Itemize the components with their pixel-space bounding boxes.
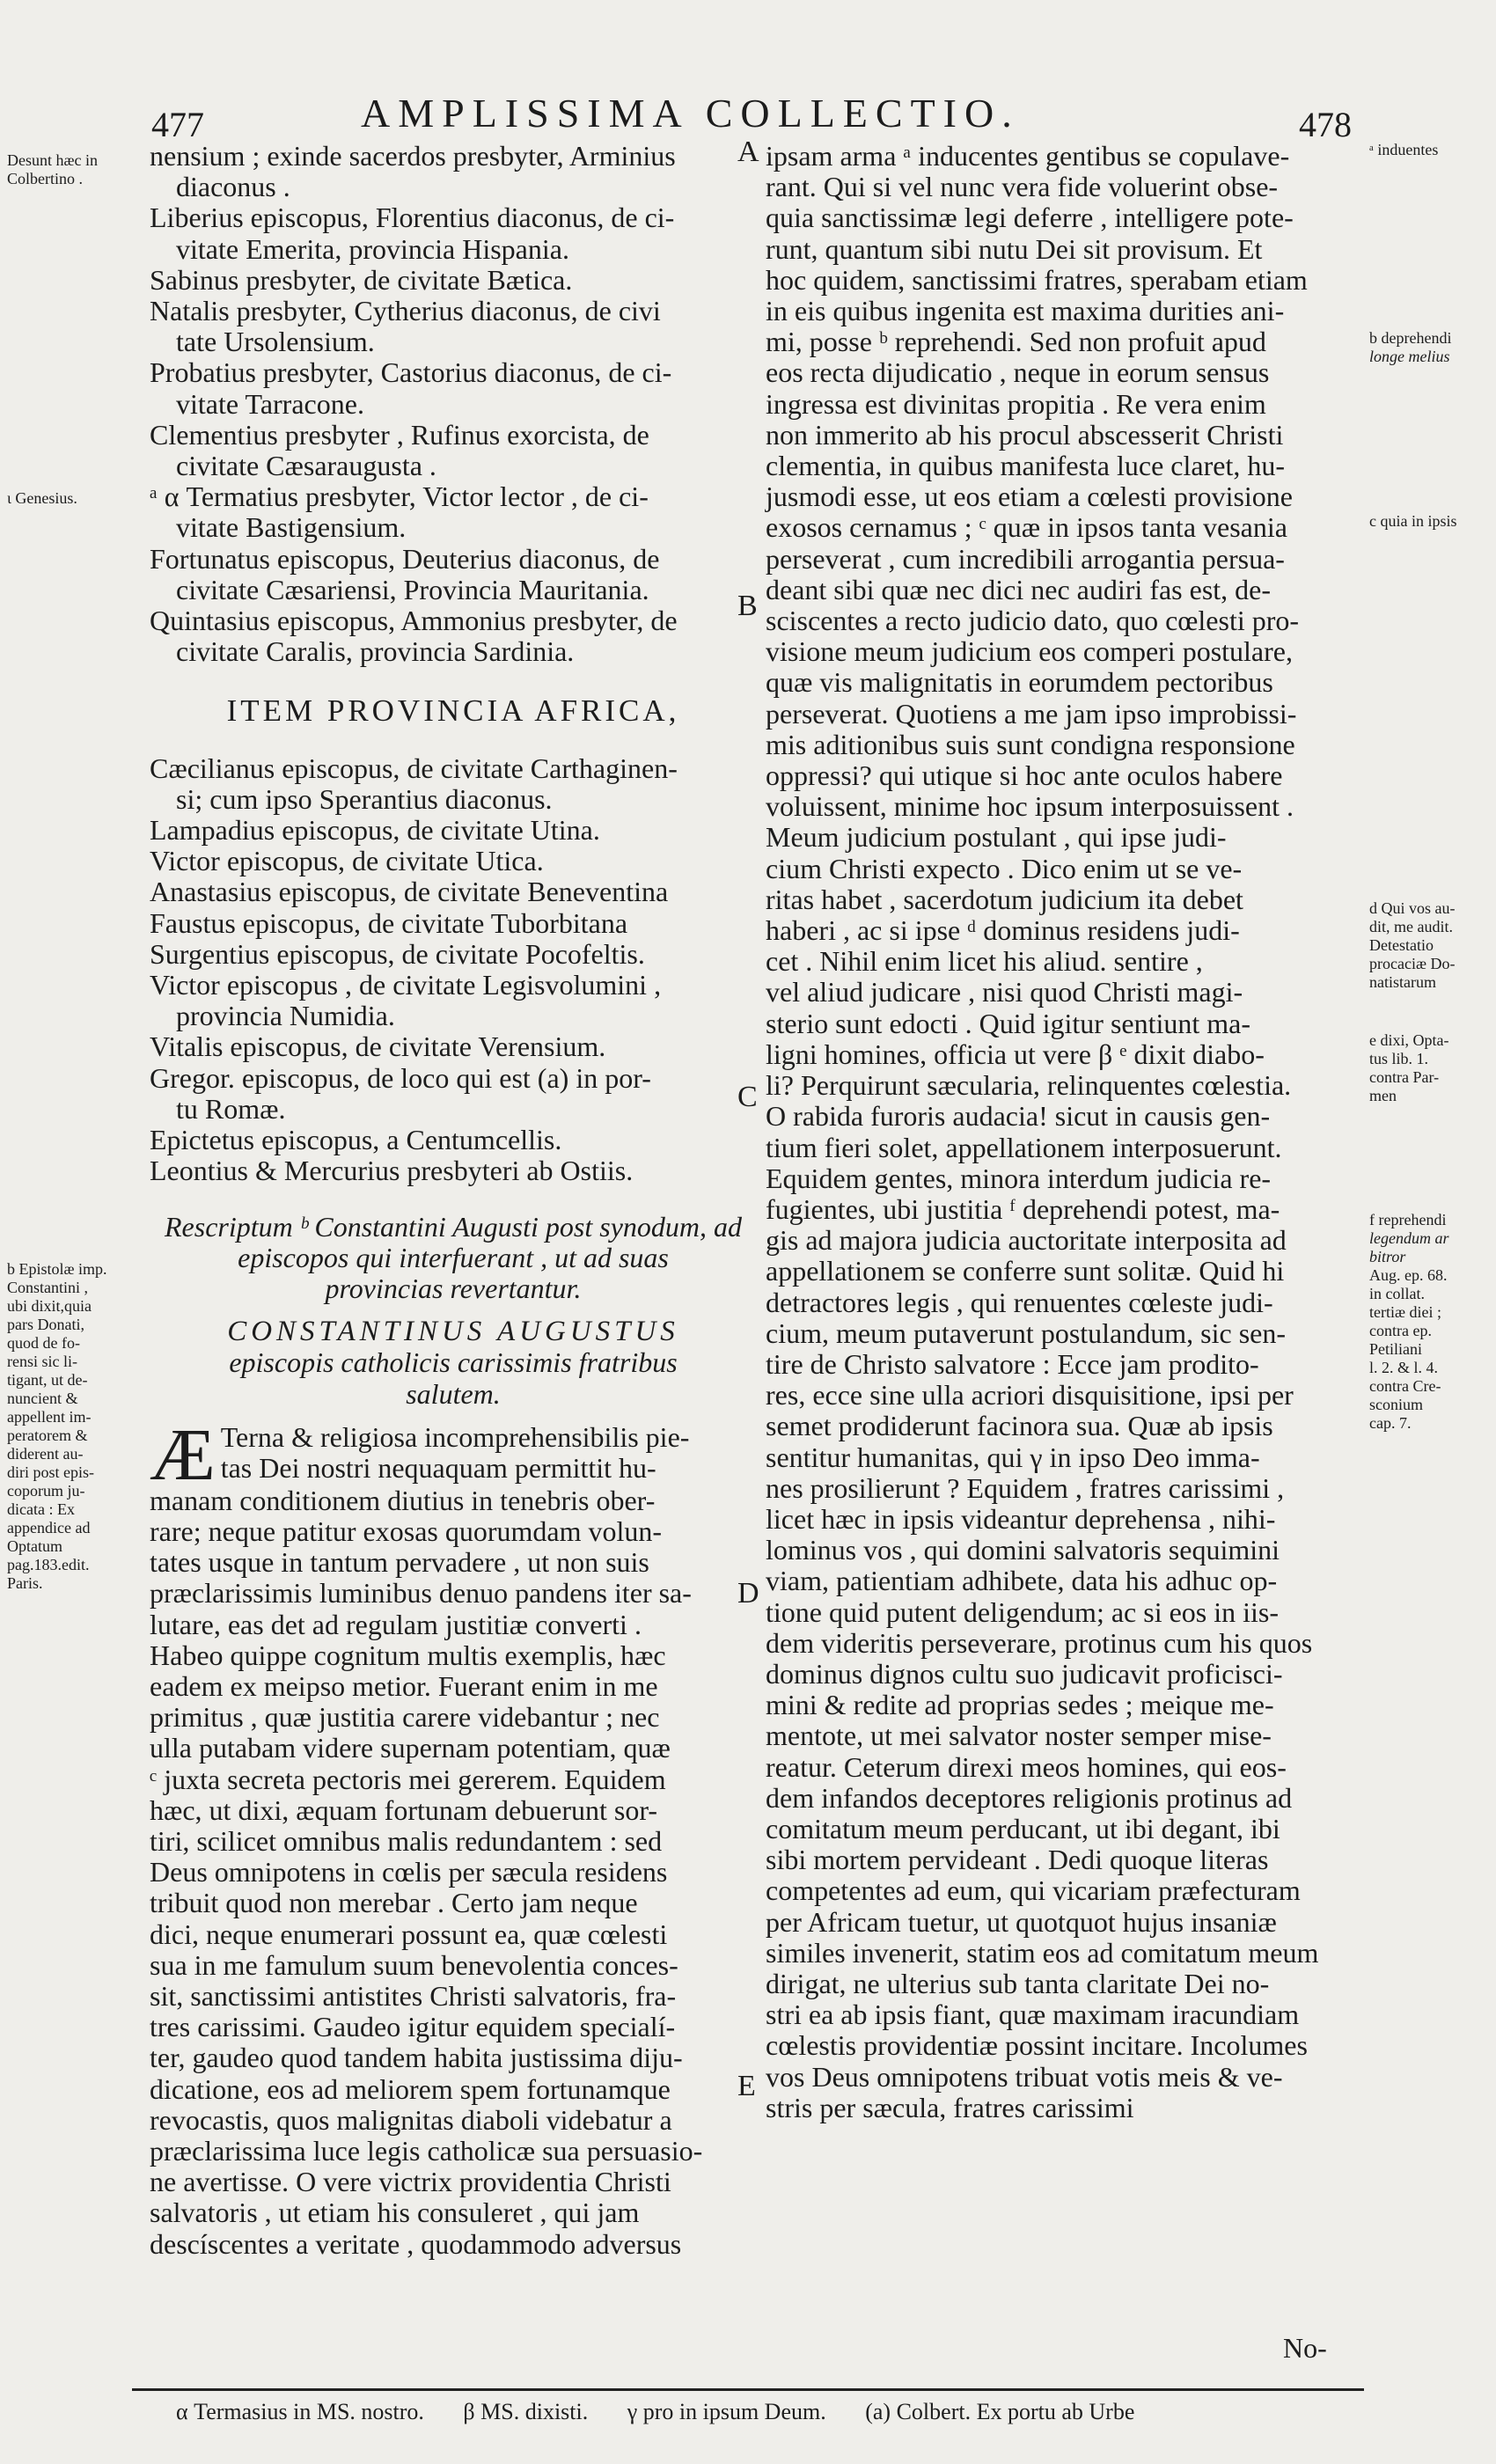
text-line: viam, patientiam adhibete, data his adhuc op-: [766, 1565, 1278, 1597]
text-line: quia sanctissimæ legi deferre , intelligere pote-: [766, 202, 1294, 234]
text-line: revocastis, quos malignitas diaboli videbatur a: [150, 2103, 672, 2136]
margin-note: b deprehendi longe melius: [1369, 329, 1452, 365]
text-line: diaconus .: [176, 171, 290, 203]
text-line: stri ea ab ipsis fiant, quæ maximam iracundiam: [766, 1998, 1300, 2031]
text-line: hoc quidem, sanctissimi fratres, sperabam etiam: [766, 263, 1308, 296]
text-line: sit, sanctissimi antistites Christi salvatoris, fra-: [150, 1979, 677, 2012]
footnotes: [176, 2399, 1168, 2425]
text-line: mentote, ut mei salvator noster semper mise-: [766, 1720, 1272, 1752]
text-line: tione quid putent deligendum; ac si eos in iis-: [766, 1595, 1280, 1628]
text-line: ipsam arma ᵃ inducentes gentibus se copulave-: [766, 140, 1290, 172]
text-line: quæ vis malignitatis in eorumdem pectoribus: [766, 666, 1273, 699]
text-line: perseverat , cum incredibili arrogantia persua-: [766, 542, 1285, 575]
text-line: similes invenerit, statim eos ad comitatum meum: [766, 1936, 1319, 1969]
text-line: tribuit quod non merebar . Certo jam neque: [150, 1887, 638, 1919]
text-line: ter, gaudeo quod tandem habita justissima diju-: [150, 2042, 683, 2074]
footnote: β MS. dixisti.: [463, 2399, 589, 2424]
text-line: eadem ex meipso metior. Fuerant enim in me: [150, 1669, 658, 1702]
text-line: Equidem gentes, minora interdum judicia re-: [766, 1162, 1272, 1194]
text-line: in eis quibus ingenita est maxima durities ani-: [766, 295, 1285, 327]
text-line: Sabinus presbyter, de civitate Bætica.: [150, 263, 573, 296]
text-line: rant. Qui si vel nunc vera fide voluerint obse-: [766, 171, 1279, 203]
margin-note: d Qui vos au- dit, me audit. Detestatio procaciæ Do- natistarum: [1369, 899, 1456, 991]
margin-note: ᵃ induentes: [1369, 141, 1439, 158]
text-line: præclarissimis luminibus denuo pandens iter sa-: [150, 1577, 692, 1610]
text-line: lutare, eas det ad regulam justitiæ converti .: [150, 1608, 642, 1640]
text-line: Faustus episcopus, de civitate Tuborbitana: [150, 906, 628, 939]
left-column: [150, 141, 757, 2260]
text-line: detractores legis , qui renuentes cœleste judi-: [766, 1286, 1273, 1318]
text-line: tire de Christo salvatore : Ecce jam prodito-: [766, 1347, 1259, 1380]
text-line: ingressa est divinitas propitia . Re vera enim: [766, 387, 1266, 420]
text-line: Probatius presbyter, Castorius diaconus, de ci-: [150, 356, 672, 389]
text-line: ᶜ juxta secreta pectoris mei gererem. Equidem: [150, 1763, 666, 1795]
text-line: manam conditionem diutius in tenebris ober-: [150, 1484, 656, 1516]
text-line: vitate Tarracone.: [176, 387, 364, 420]
text-line: oppressi? qui utique si hoc ante oculos habere: [766, 759, 1283, 792]
section-letter-a: A: [737, 136, 759, 168]
text-line: civitate Cæsaraugusta .: [176, 450, 436, 482]
rescript-title: provincias revertantur.: [325, 1272, 582, 1304]
margin-note: Desunt hæc in Colbertino .: [7, 151, 98, 187]
text-line: tate Ursolensium.: [176, 326, 375, 358]
letter-opening: [150, 1413, 757, 1496]
text-line: Habeo quippe cognitum multis exemplis, hæc: [150, 1639, 666, 1671]
text-line: Lampadius episcopus, de civitate Utina.: [150, 814, 600, 847]
text-line: sua in me famulum suum benevolentia conces-: [150, 1948, 678, 1981]
text-line: dominus dignos cultu suo judicavit proficisci-: [766, 1657, 1283, 1690]
text-line: Meum judicium postulant , qui ipse judi-: [766, 821, 1227, 854]
text-line: primitus , quæ justitia carere videbantur ; nec: [150, 1701, 660, 1734]
text-line: jusmodi esse, ut eos etiam a cœlesti provisione: [766, 480, 1293, 513]
section-letter-d: D: [737, 1577, 759, 1610]
text-line: salvatoris , ut etiam his consuleret , qui jam: [150, 2196, 640, 2229]
section-letter-e: E: [737, 2070, 756, 2102]
margin-note: e dixi, Opta- tus lib. 1. contra Par- men: [1369, 1031, 1449, 1104]
text-line: nensium ; exinde sacerdos presbyter, Arminius: [150, 140, 676, 172]
text-line: competentes ad eum, qui vicariam præfecturam: [766, 1874, 1301, 1907]
text-line: dem videritis perseverare, protinus cum his quos: [766, 1626, 1313, 1659]
page-number-left: 477: [151, 105, 204, 144]
text-line: O rabida furoris audacia! sicut in causis gen-: [766, 1100, 1271, 1133]
text-line: mi, posse ᵇ reprehendi. Sed non profuit apud: [766, 326, 1266, 358]
letter-salutation: episcopis catholicis carissimis fratribus: [229, 1346, 678, 1379]
text-line: fugientes, ubi justitia ᶠ deprehendi potest, ma-: [766, 1192, 1280, 1225]
text-line: semet prodiderunt facinora sua. Quæ ab ipsis: [766, 1410, 1273, 1442]
text-line: vitate Bastigensium.: [176, 511, 407, 544]
text-line: dicatione, eos ad meliorem spem fortunamque: [150, 2072, 671, 2105]
text-line: cœlestis providentiæ possint incitare. Incolumes: [766, 2029, 1308, 2062]
text-line: non immerito ab his procul abscesserit Christi: [766, 418, 1284, 451]
text-line: visione meum judicium eos comperi postulare,: [766, 635, 1293, 668]
margin-note: f reprehendi legendum ar bitror Aug. ep. 68. in collat. tertiæ diei ; contra ep. Petiliani l. 2. & l. 4. contra Cre- sconium cap. 7.: [1369, 1211, 1449, 1432]
text-line: nes prosilierunt ? Equidem , fratres carissimi ,: [766, 1471, 1285, 1504]
text-line: sentitur humanitas, qui γ in ipso Deo imma-: [766, 1441, 1260, 1473]
rescript-title: episcopos qui interfuerant , ut ad suas: [238, 1241, 669, 1273]
drop-cap: Æ: [150, 1413, 216, 1496]
text-line: lominus vos , qui domini salvatoris sequimini: [766, 1534, 1280, 1566]
text-line: vitate Emerita, provincia Hispania.: [176, 232, 569, 265]
text-line: tium fieri solet, appellationem interposuerunt.: [766, 1131, 1282, 1163]
text-line: civitate Caralis, provincia Sardinia.: [176, 635, 575, 668]
text-line: descíscentes a veritate , quodammodo adversus: [150, 2227, 682, 2260]
text-line: tiri, scilicet omnibus malis redundantem : sed: [150, 1824, 663, 1857]
text-line: si; cum ipso Sperantius diaconus.: [176, 782, 553, 815]
text-line: clementia, in quibus manifesta luce claret, hu-: [766, 450, 1285, 482]
text-line: Surgentius episcopus, de civitate Pocofeltis.: [150, 937, 645, 970]
text-line: Deus omnipotens in cœlis per sæcula residens: [150, 1856, 668, 1888]
right-column: [766, 141, 1364, 2123]
text-line: tates usque in tantum pervadere , ut non suis: [150, 1546, 649, 1579]
footnote-rule: [132, 2388, 1364, 2391]
text-line: mini & redite ad proprias sedes ; meique me-: [766, 1689, 1274, 1721]
letter-heading: CONSTANTINUS AUGUSTUS: [227, 1316, 679, 1348]
text-line: Quintasius episcopus, Ammonius presbyter, de: [150, 605, 678, 637]
text-line: dici, neque enumerari possunt ea, quæ cœlesti: [150, 1918, 668, 1950]
text-line: comitatum meum perducant, ut ibi degant, ibi: [766, 1812, 1280, 1844]
text-line: Vitalis episcopus, de civitate Verensium.: [150, 1030, 606, 1063]
text-line: reatur. Ceterum direxi meos homines, qui eos-: [766, 1750, 1287, 1783]
text-line: gis ad majora judicia auctoritate interposita ad: [766, 1224, 1287, 1257]
text-line: præclarissima luce legis catholicæ sua persuasio-: [150, 2134, 703, 2167]
text-line: cet . Nihil enim licet his aliud. sentire ,: [766, 945, 1203, 978]
running-title: AMPLISSIMA COLLECTIO.: [361, 91, 1020, 136]
text-line: hæc, ut dixi, æquam fortunam debuerunt sor-: [150, 1793, 658, 1826]
rescript-title: Rescriptum ᵇ Constantini Augusti post synodum, ad: [164, 1210, 743, 1243]
text-line: Cæcilianus episcopus, de civitate Carthaginen-: [150, 752, 678, 784]
text-line: cium Christi expecto . Dico enim ut se ve-: [766, 852, 1243, 884]
text-line: mis aditionibus suis sunt condigna responsione: [766, 728, 1295, 760]
text-line: civitate Cæsariensi, Provincia Mauritania.: [176, 573, 649, 605]
text-line: sciscentes a recto judicio dato, quo cœlesti pro-: [766, 605, 1300, 637]
text-line: ᵃ α Termatius presbyter, Victor lector , de ci-: [150, 480, 649, 513]
text-line: res, ecce sine ulla acriori disquisitione, ipsi per: [766, 1379, 1294, 1412]
footnote: γ pro in ipsum Deum.: [627, 2399, 826, 2424]
text-line: Natalis presbyter, Cytherius diaconus, de civi: [150, 295, 661, 327]
text-line: Terna & religiosa incomprehensibilis pie-: [220, 1420, 690, 1453]
text-line: per Africam tuetur, ut quotquot hujus insaniæ: [766, 1905, 1277, 1938]
footnote: (a) Colbert. Ex portu ab Urbe: [865, 2399, 1135, 2424]
section-letter-c: C: [737, 1081, 758, 1113]
text-line: exosos cernamus ; ᶜ quæ in ipsos tanta vesania: [766, 511, 1287, 544]
text-line: Victor episcopus , de civitate Legisvolumini ,: [150, 969, 662, 1001]
text-line: voluissent, minime hoc ipsum interposuissent .: [766, 790, 1294, 823]
margin-note: c quia in ipsis: [1369, 512, 1457, 530]
text-line: sterio sunt edocti . Quid igitur sentiunt ma-: [766, 1007, 1251, 1039]
page-number-right: 478: [1299, 105, 1352, 144]
text-line: sibi mortem pervideant . Dedi quoque literas: [766, 1844, 1269, 1876]
text-line: runt, quantum sibi nutu Dei sit provisum. Et: [766, 232, 1263, 265]
text-line: appellationem se conferre sunt solitæ. Quid hi: [766, 1255, 1285, 1287]
text-line: rare; neque patitur exosas quorumdam volun-: [150, 1514, 663, 1547]
text-line: provincia Numidia.: [176, 1000, 395, 1032]
text-line: ritas habet , sacerdotum judicium ita debet: [766, 883, 1243, 915]
text-line: ulla putabam videre supernam potentiam, quæ: [150, 1732, 671, 1764]
text-line: Victor episcopus, de civitate Utica.: [150, 845, 544, 877]
text-line: tu Romæ.: [176, 1092, 286, 1125]
text-line: tres carissimi. Gaudeo igitur equidem specialí-: [150, 2011, 676, 2043]
text-line: li? Perquirunt sæcularia, relinquentes cœlestia.: [766, 1069, 1292, 1102]
text-line: eos recta dijudicatio , neque in eorum sensus: [766, 356, 1270, 389]
text-line: dem infandos deceptores religionis protinus ad: [766, 1781, 1293, 1814]
text-line: cium, meum putaverunt postulandum, sic sen-: [766, 1316, 1286, 1349]
text-line: licet hæc in ipsis videantur deprehensa , nihi-: [766, 1502, 1276, 1535]
text-line: Epictetus episcopus, a Centumcellis.: [150, 1124, 562, 1156]
text-line: vel aliud judicare , nisi quod Christi magi-: [766, 976, 1243, 1008]
text-line: deant sibi quæ nec dici nec audiri fas est, de-: [766, 573, 1272, 605]
margin-note: b Epistolæ imp. Constantini , ubi dixit,quia pars Donati, quod de fo- rensi sic li- tigant, ut de- nuncient & appellent im- peratorem & diderent au- diri post epis- coporum ju- dicata : Ex appendice ad Optatum pag.183.edit. Paris.: [7, 1260, 107, 1592]
text-line: ligni homines, officia ut vere β ᵉ dixit diabo-: [766, 1038, 1265, 1070]
section-heading: ITEM PROVINCIA AFRICA,: [226, 693, 680, 729]
letter-salutation: salutem.: [406, 1377, 501, 1410]
text-line: Liberius episcopus, Florentius diaconus, de ci-: [150, 202, 675, 234]
text-line: Anastasius episcopus, de civitate Beneventina: [150, 876, 669, 908]
text-line: tas Dei nostri nequaquam permittit hu-: [220, 1451, 656, 1484]
text-line: Gregor. episcopus, de loco qui est (a) in por-: [150, 1061, 651, 1094]
footnote: α Termasius in MS. nostro.: [176, 2399, 424, 2424]
text-line: ne avertisse. O vere victrix providentia Christi: [150, 2166, 671, 2198]
section-letter-b: B: [737, 590, 758, 622]
text-line: Clementius presbyter , Rufinus exorcista, de: [150, 418, 649, 451]
text-line: haberi , ac si ipse ᵈ dominus residens judi-: [766, 914, 1240, 947]
text-line: Fortunatus episcopus, Deuterius diaconus, de: [150, 542, 660, 575]
text-line: perseverat. Quotiens a me jam ipso improbissi-: [766, 697, 1297, 730]
text-line: stris per sæcula, fratres carissimi: [766, 2091, 1134, 2123]
text-line: Leontius & Mercurius presbyteri ab Ostiis.: [150, 1155, 634, 1187]
text-line: vos Deus omnipotens tribuat votis meis & ve-: [766, 2060, 1283, 2093]
catchword: No-: [1283, 2332, 1327, 2364]
margin-note: ι Genesius.: [7, 489, 77, 507]
text-line: dirigat, ne ulterius sub tanta claritate Dei no-: [766, 1967, 1270, 1999]
